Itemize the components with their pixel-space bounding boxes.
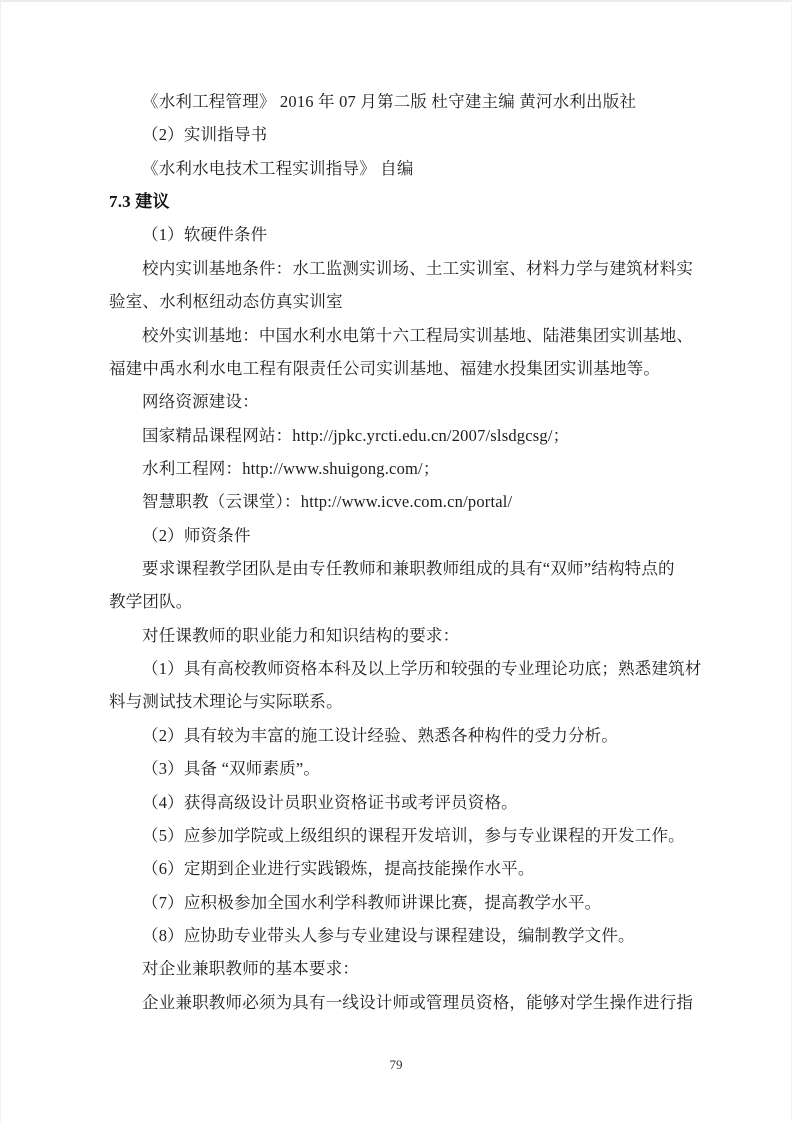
text-line: （7）应积极参加全国水利学科教师讲课比赛，提高教学水平。 xyxy=(142,892,602,912)
text-line: 校内实训基地条件：水工监测实训场、土工实训室、材料力学与建筑材料实 xyxy=(142,258,694,278)
text-line: 教学团队。 xyxy=(109,592,193,612)
text-line: （2）实训指导书 xyxy=(142,125,268,145)
section-heading: 7.3 建议 xyxy=(109,192,170,212)
text-line: 对企业兼职教师的基本要求： xyxy=(142,959,360,979)
text-line: 《水利工程管理》 2016 年 07 月第二版 杜守建主编 黄河水利出版社 xyxy=(142,92,637,111)
text-line: （2）师资条件 xyxy=(142,525,251,545)
page-content xyxy=(109,85,702,1019)
text-line: （2）具有较为丰富的施工设计经验、熟悉各种构件的受力分析。 xyxy=(142,725,619,745)
text-line: 网络资源建设： xyxy=(142,392,259,412)
text-line: 校外实训基地：中国水利水电第十六工程局实训基地、陆港集团实训基地、 xyxy=(142,325,694,345)
text-line: 对任课教师的职业能力和知识结构的要求： xyxy=(142,625,460,645)
text-line: （1）具有高校教师资格本科及以上学历和较强的专业理论功底；熟悉建筑材 xyxy=(142,659,702,679)
text-line: 福建中禹水利水电工程有限责任公司实训基地、福建水投集团实训基地等。 xyxy=(109,358,661,378)
text-line: 水利工程网：http://www.shuigong.com/； xyxy=(142,458,440,478)
text-line: 验室、水利枢纽动态仿真实训室 xyxy=(109,292,343,312)
text-line: （3）具备 “双师素质”。 xyxy=(142,759,321,779)
text-line: （6）定期到企业进行实践锻炼，提高技能操作水平。 xyxy=(142,859,535,879)
text-line: （1）软硬件条件 xyxy=(142,225,268,245)
text-line: 智慧职教（云课堂）：http://www.icve.com.cn/portal/ xyxy=(142,492,513,512)
text-line: （4）获得高级设计员职业资格证书或考评员资格。 xyxy=(142,792,518,812)
page-number: 79 xyxy=(389,1057,403,1072)
text-line: （5）应参加学院或上级组织的课程开发培训，参与专业课程的开发工作。 xyxy=(142,825,685,845)
text-line: 要求课程教学团队是由专任教师和兼职教师组成的具有“双师”结构特点的 xyxy=(142,559,675,579)
text-line: 企业兼职教师必须为具有一线设计师或管理员资格，能够对学生操作进行指 xyxy=(142,992,694,1012)
text-line: 《水利水电技术工程实训指导》 自编 xyxy=(142,158,414,178)
text-line: 料与测试技术理论与实际联系。 xyxy=(109,692,343,712)
text-line: 国家精品课程网站：http://jpkc.yrcti.edu.cn/2007/slsdgcsg/； xyxy=(142,425,570,445)
text-line: （8）应协助专业带头人参与专业建设与课程建设，编制教学文件。 xyxy=(142,925,635,945)
